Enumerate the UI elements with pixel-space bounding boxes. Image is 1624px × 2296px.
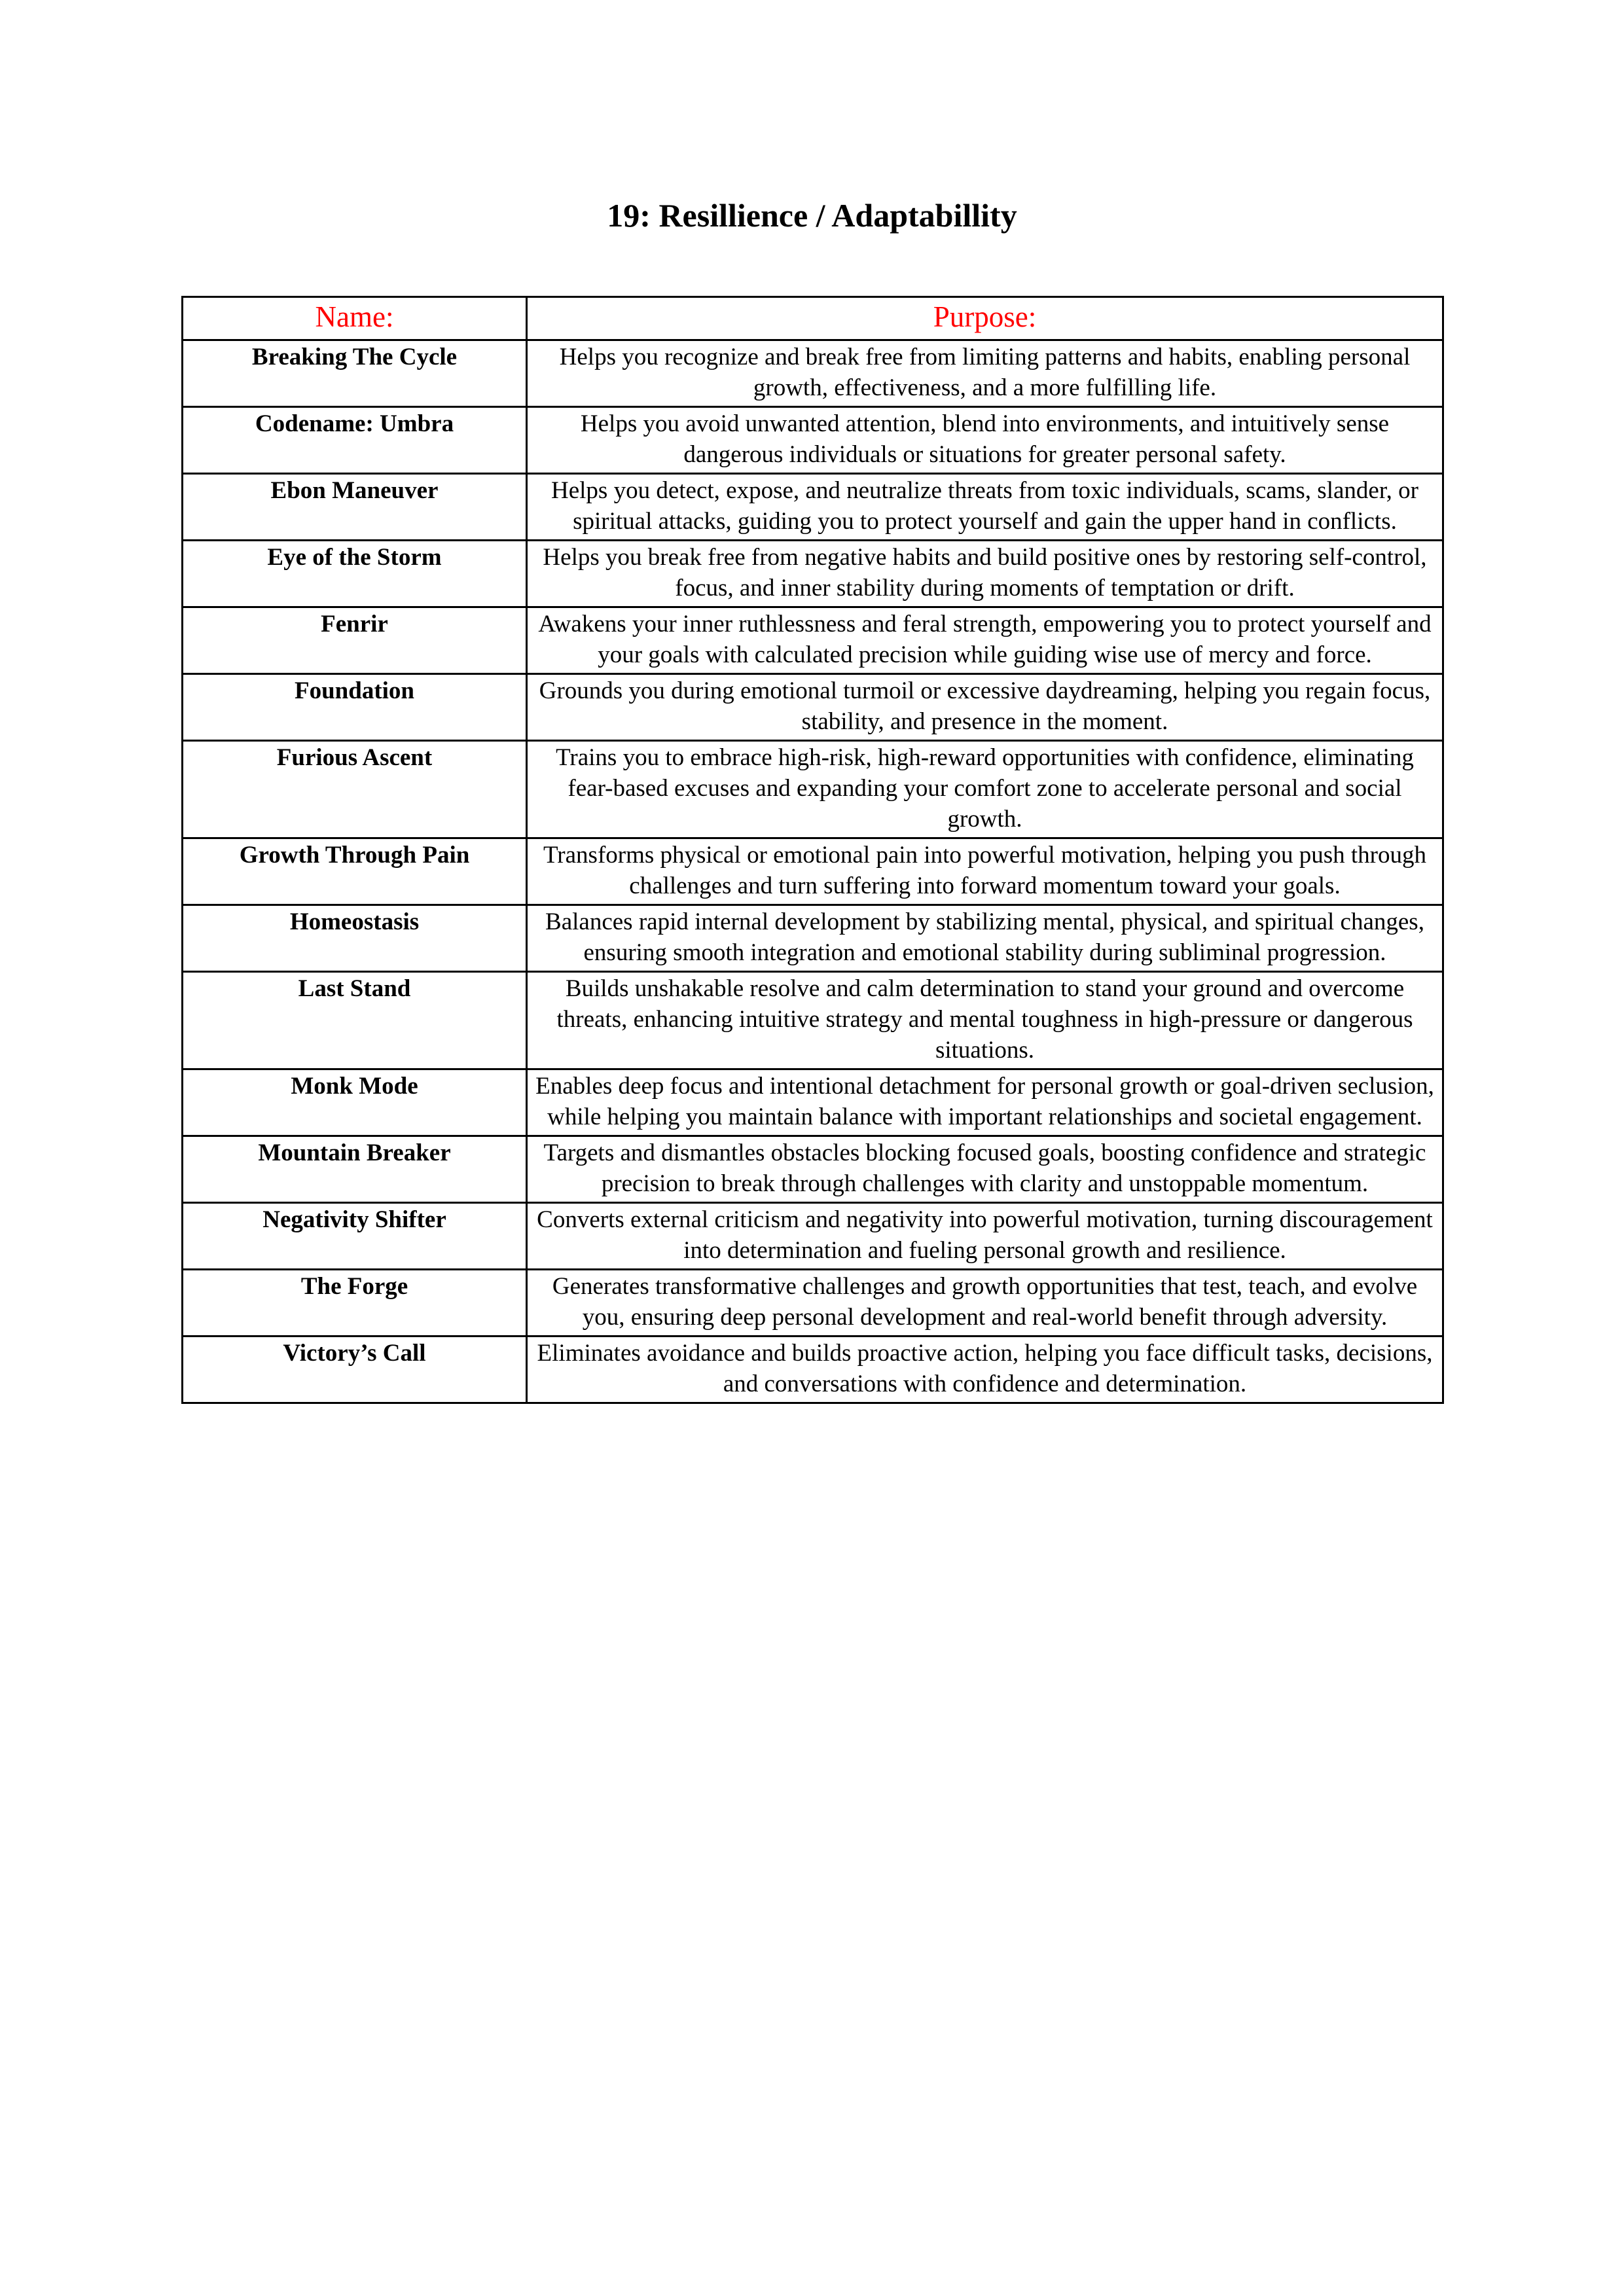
skill-purpose: Builds unshakable resolve and calm determination to stand your ground and overcome threats, enhancing intuitive strategy and mental toughness in high-pressure or dangerous situations. bbox=[527, 972, 1443, 1069]
skill-purpose: Balances rapid internal development by stabilizing mental, physical, and spiritual changes, ensuring smooth integration and emotional stability during subliminal progression. bbox=[527, 905, 1443, 972]
skill-purpose: Awakens your inner ruthlessness and feral strength, empowering you to protect yourself and your goals with calculated precision while guiding wise use of mercy and force. bbox=[527, 607, 1443, 674]
skill-purpose: Enables deep focus and intentional detachment for personal growth or goal-driven seclusion, while helping you maintain balance with important relationships and societal engagement. bbox=[527, 1069, 1443, 1136]
table-row bbox=[183, 1270, 1443, 1336]
table-row bbox=[183, 1203, 1443, 1270]
table-row bbox=[183, 407, 1443, 474]
skill-purpose: Helps you recognize and break free from limiting patterns and habits, enabling personal growth, effectiveness, and a more fulfilling life. bbox=[527, 340, 1443, 407]
table-row bbox=[183, 541, 1443, 607]
table-row bbox=[183, 905, 1443, 972]
skills-table bbox=[181, 296, 1444, 1404]
skill-purpose: Eliminates avoidance and builds proactive action, helping you face difficult tasks, decisions, and conversations with confidence and determination. bbox=[527, 1336, 1443, 1403]
skill-name: Eye of the Storm bbox=[183, 541, 527, 607]
table-row bbox=[183, 838, 1443, 905]
skill-name: Ebon Maneuver bbox=[183, 474, 527, 541]
skill-purpose: Trains you to embrace high-risk, high-reward opportunities with confidence, eliminating fear-based excuses and expanding your comfort zone to accelerate personal and social growth. bbox=[527, 741, 1443, 838]
skill-purpose: Targets and dismantles obstacles blocking focused goals, boosting confidence and strategic precision to break through challenges with clarity and unstoppable momentum. bbox=[527, 1136, 1443, 1203]
skill-name: Fenrir bbox=[183, 607, 527, 674]
skill-name: Furious Ascent bbox=[183, 741, 527, 838]
table-row bbox=[183, 972, 1443, 1069]
table-row bbox=[183, 340, 1443, 407]
skill-purpose: Transforms physical or emotional pain into powerful motivation, helping you push through challenges and turn suffering into forward momentum toward your goals. bbox=[527, 838, 1443, 905]
skill-purpose: Helps you detect, expose, and neutralize threats from toxic individuals, scams, slander, or spiritual attacks, guiding you to protect yourself and gain the upper hand in conflicts. bbox=[527, 474, 1443, 541]
page-title: 19: Resillience / Adaptabillity bbox=[607, 197, 1017, 234]
column-header-purpose: Purpose: bbox=[527, 297, 1443, 340]
table-row bbox=[183, 607, 1443, 674]
skill-name: Victory’s Call bbox=[183, 1336, 527, 1403]
skill-purpose: Helps you break free from negative habits and build positive ones by restoring self-control, focus, and inner stability during moments of temptation or drift. bbox=[527, 541, 1443, 607]
skill-name: Foundation bbox=[183, 674, 527, 741]
skill-name: Negativity Shifter bbox=[183, 1203, 527, 1270]
skill-name: Codename: Umbra bbox=[183, 407, 527, 474]
table-row bbox=[183, 1136, 1443, 1203]
skill-purpose: Converts external criticism and negativity into powerful motivation, turning discouragement into determination and fueling personal growth and resilience. bbox=[527, 1203, 1443, 1270]
skill-purpose: Generates transformative challenges and growth opportunities that test, teach, and evolve you, ensuring deep personal development and real-world benefit through adversity. bbox=[527, 1270, 1443, 1336]
skill-name: Monk Mode bbox=[183, 1069, 527, 1136]
table-row bbox=[183, 474, 1443, 541]
table-row bbox=[183, 741, 1443, 838]
skill-purpose: Helps you avoid unwanted attention, blend into environments, and intuitively sense dangerous individuals or situations for greater personal safety. bbox=[527, 407, 1443, 474]
table-row bbox=[183, 1069, 1443, 1136]
skill-name: Growth Through Pain bbox=[183, 838, 527, 905]
skill-name: Last Stand bbox=[183, 972, 527, 1069]
table-row bbox=[183, 674, 1443, 741]
table-row bbox=[183, 1336, 1443, 1403]
skill-purpose: Grounds you during emotional turmoil or excessive daydreaming, helping you regain focus, stability, and presence in the moment. bbox=[527, 674, 1443, 741]
table-header-row bbox=[183, 297, 1443, 340]
skill-name: The Forge bbox=[183, 1270, 527, 1336]
skill-name: Mountain Breaker bbox=[183, 1136, 527, 1203]
skill-name: Breaking The Cycle bbox=[183, 340, 527, 407]
column-header-name: Name: bbox=[183, 297, 527, 340]
skill-name: Homeostasis bbox=[183, 905, 527, 972]
